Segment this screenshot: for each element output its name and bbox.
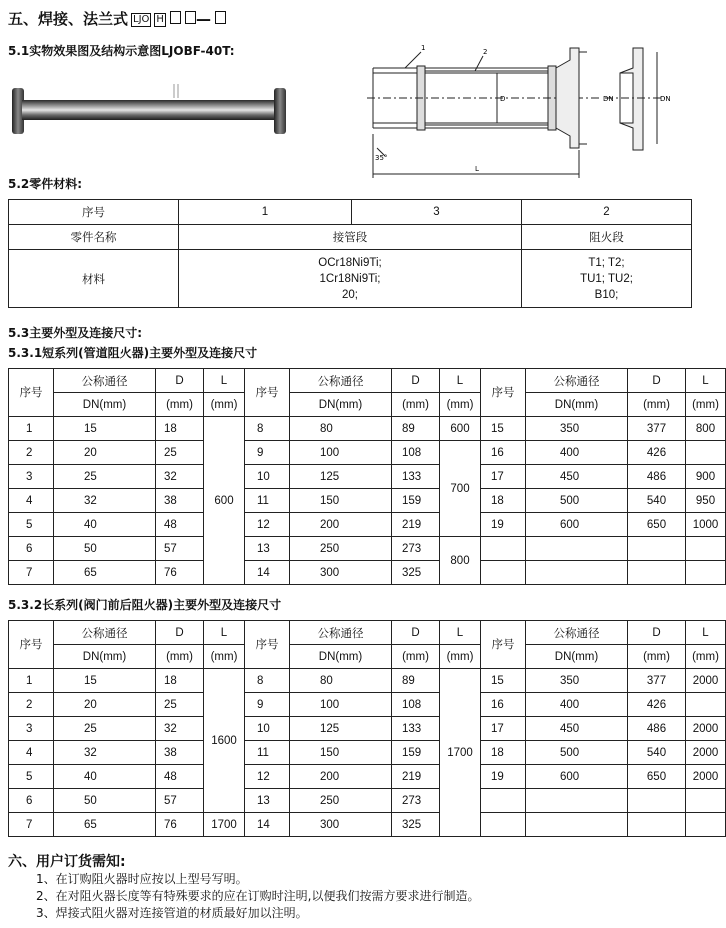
table-row-cell: 25 [156,441,204,465]
table-row-cell: 89 [392,669,440,693]
table-row-cell: 19 [481,765,526,789]
table-row-cell: 10 [245,717,290,741]
hdr-l: L [440,621,481,645]
table-row-cell: 16 [481,441,526,465]
empty-cell [526,561,628,585]
empty-cell [628,561,686,585]
table-row-cell: 159 [392,489,440,513]
table-row-cell: 8 [245,669,290,693]
product-photo [6,74,296,144]
table-row-cell: 15 [481,417,526,441]
table-row-cell: 32 [156,717,204,741]
empty-cell [481,537,526,561]
table-row-cell: 4 [9,741,54,765]
hdr-dn: 公称通径 [54,621,156,645]
note-item: 2、在对阻火器长度等有特殊要求的应在订购时注明,以便我们按需方要求进行制造。 [36,889,480,903]
table-row-cell: 57 [156,789,204,813]
table-row-cell: 2000 [686,741,726,765]
hdr-dn-unit: DN(mm) [290,645,392,669]
table-row-cell: 650 [628,513,686,537]
table-row-cell: 219 [392,765,440,789]
table-row-cell: 6 [9,789,54,813]
hdr-dn: 公称通径 [526,369,628,393]
hdr-d: D [392,369,440,393]
table-row-cell: 25 [54,465,156,489]
table-row-cell: 3 [9,717,54,741]
table-row-cell: 25 [156,693,204,717]
table-row-cell: 7 [9,561,54,585]
table-row-cell: 20 [54,693,156,717]
table-row-cell: 3 [9,465,54,489]
table-row-cell: 100 [290,441,392,465]
hdr-l-unit: (mm) [440,645,481,669]
table-row-cell: 17 [481,465,526,489]
table-row-cell: 18 [156,417,204,441]
hdr-dn-unit: DN(mm) [54,645,156,669]
hdr-dn-unit: DN(mm) [290,393,392,417]
hdr-dn-unit: DN(mm) [526,393,628,417]
model-empty-box [215,11,226,24]
table-row-cell: 325 [392,813,440,837]
table-row-cell: 350 [526,417,628,441]
table-row-cell: 48 [156,765,204,789]
table-row-cell: 80 [290,669,392,693]
hdr-d-unit: (mm) [156,645,204,669]
hdr-dn-unit: DN(mm) [526,645,628,669]
hdr-d: D [156,369,204,393]
table-row-cell: 17 [481,717,526,741]
hdr-l: L [204,369,245,393]
table-row-cell: 600 [440,417,481,441]
table-row-cell: 20 [54,441,156,465]
model-empty-box [170,11,181,24]
table-row-cell: 100 [290,693,392,717]
table-row-cell: 40 [54,513,156,537]
empty-cell [526,789,628,813]
table-row-cell: 108 [392,693,440,717]
table-row-cell: 38 [156,489,204,513]
table-row-cell: 700 [440,441,481,537]
short-series-table [8,368,726,585]
table-row-cell: 5 [9,513,54,537]
hdr-dn: 公称通径 [290,369,392,393]
table-row-cell: 13 [245,789,290,813]
table-row-cell: 426 [628,441,686,465]
table-row-cell: 1700 [440,669,481,837]
cell-seq-3: 3 [352,200,522,225]
order-notes [8,851,479,922]
table-row-cell: 450 [526,465,628,489]
table-row-cell: 900 [686,465,726,489]
empty-cell [526,537,628,561]
table-row-cell: 18 [156,669,204,693]
structure-drawing [365,38,690,180]
note-item: 3、焊接式阻火器对连接管道的材质最好加以注明。 [36,906,308,920]
table-row-cell: 1 [9,669,54,693]
table-row-cell: 50 [54,537,156,561]
table-row-cell: 76 [156,561,204,585]
table-row-cell: 57 [156,537,204,561]
hdr-seq: 序号 [481,369,526,417]
table-row-cell: 76 [156,813,204,837]
note-item: 1、在订购阻火器时应按以上型号写明。 [36,872,248,886]
long-series-title: 5.3.2长系列(阀门前后阻火器)主要外型及连接尺寸 [8,598,282,612]
table-row-cell: 1700 [204,813,245,837]
table-row-cell: 1 [9,417,54,441]
drawing-label-l: L [475,165,479,173]
empty-cell [686,789,726,813]
cell-name-pipe: 接管段 [179,225,522,250]
table-row-cell: 133 [392,717,440,741]
section-5-1-title: 5.1实物效果图及结构示意图LJOBF-40T: [8,44,235,58]
table-row-cell: 377 [628,669,686,693]
hdr-d-unit: (mm) [628,393,686,417]
hdr-dn: 公称通径 [290,621,392,645]
table-row-cell: 40 [54,765,156,789]
table-row-cell: 1600 [204,669,245,813]
table-row-cell: 2 [9,693,54,717]
table-row-cell: 540 [628,489,686,513]
table-row-cell: 300 [290,813,392,837]
table-row-cell: 18 [481,741,526,765]
hdr-d-unit: (mm) [628,645,686,669]
table-row-cell: 10 [245,465,290,489]
table-row-cell: 9 [245,441,290,465]
model-empty-box [185,11,196,24]
table-row-cell [686,441,726,465]
table-row-cell: 800 [686,417,726,441]
empty-cell [481,561,526,585]
empty-cell [526,813,628,837]
hdr-d: D [628,621,686,645]
hdr-dn: 公称通径 [54,369,156,393]
table-row-cell: 89 [392,417,440,441]
section-5-3-title: 5.3主要外型及连接尺寸: [8,326,143,340]
table-row-cell: 600 [526,765,628,789]
table-row-cell: 133 [392,465,440,489]
table-row-cell: 125 [290,465,392,489]
hdr-l-unit: (mm) [686,393,726,417]
table-row-cell [686,693,726,717]
table-row-cell: 600 [526,513,628,537]
hdr-l: L [686,621,726,645]
hdr-dn: 公称通径 [526,621,628,645]
table-row-cell: 600 [204,417,245,585]
table-row-cell: 14 [245,813,290,837]
table-row-cell: 15 [54,669,156,693]
cell-name-label: 零件名称 [9,225,179,250]
table-row-cell: 150 [290,741,392,765]
table-row-cell: 540 [628,741,686,765]
table-row-cell: 5 [9,765,54,789]
table-row-cell: 32 [156,465,204,489]
table-row-cell: 400 [526,693,628,717]
empty-cell [481,813,526,837]
hdr-d: D [628,369,686,393]
hdr-l: L [204,621,245,645]
table-row-cell: 6 [9,537,54,561]
table-row-cell: 14 [245,561,290,585]
table-row-cell: 426 [628,693,686,717]
hdr-l-unit: (mm) [686,645,726,669]
table-row-cell: 400 [526,441,628,465]
table-row-cell: 19 [481,513,526,537]
table-row-cell: 7 [9,813,54,837]
table-row-cell: 150 [290,489,392,513]
table-row-cell: 350 [526,669,628,693]
empty-cell [481,789,526,813]
table-row-cell: 13 [245,537,290,561]
table-row-cell: 38 [156,741,204,765]
hdr-l-unit: (mm) [204,393,245,417]
table-row-cell: 2000 [686,717,726,741]
hdr-d-unit: (mm) [392,393,440,417]
drawing-label-2: 2 [483,48,488,56]
table-row-cell: 377 [628,417,686,441]
table-row-cell: 65 [54,813,156,837]
table-row-cell: 300 [290,561,392,585]
hdr-seq: 序号 [245,369,290,417]
table-row-cell: 250 [290,789,392,813]
drawing-label-d: D [500,95,506,103]
table-row-cell: 500 [526,741,628,765]
model-box-h: H [156,14,164,25]
long-series-table [8,620,726,837]
table-row-cell: 32 [54,489,156,513]
table-row-cell: 8 [245,417,290,441]
cell-seq-label: 序号 [9,200,179,225]
drawing-label-angle: 35° [375,154,388,162]
table-row-cell: 200 [290,765,392,789]
table-row-cell: 11 [245,741,290,765]
hdr-l-unit: (mm) [440,393,481,417]
empty-cell [686,537,726,561]
table-row-cell: 32 [54,741,156,765]
hdr-dn-unit: DN(mm) [54,393,156,417]
empty-cell [628,789,686,813]
table-row-cell: 12 [245,765,290,789]
table-row-cell: 2 [9,441,54,465]
table-row-cell: 2000 [686,669,726,693]
table-row-cell: 159 [392,741,440,765]
short-series-title: 5.3.1短系列(管道阻火器)主要外型及连接尺寸 [8,346,258,360]
cell-mat-label: 材料 [9,250,179,308]
cell-seq-2: 2 [522,200,692,225]
materials-table [8,199,692,308]
hdr-seq: 序号 [9,369,54,417]
drawing-label-1: 1 [421,44,426,52]
hdr-seq: 序号 [245,621,290,669]
table-row-cell: 200 [290,513,392,537]
hdr-d: D [156,621,204,645]
table-row-cell: 273 [392,537,440,561]
table-row-cell: 50 [54,789,156,813]
drawing-label-dn: DN [603,95,614,103]
hdr-seq: 序号 [481,621,526,669]
section-6-title: 六、用户订货需知: [8,854,126,870]
table-row-cell: 12 [245,513,290,537]
table-row-cell: 800 [440,537,481,585]
model-box-ljo: LJO [133,14,150,25]
table-row-cell: 2000 [686,765,726,789]
table-row-cell: 108 [392,441,440,465]
hdr-d: D [392,621,440,645]
table-row-cell: 65 [54,561,156,585]
table-row-cell: 4 [9,489,54,513]
empty-cell [628,813,686,837]
hdr-d-unit: (mm) [156,393,204,417]
cell-mat-flame: T1; T2; TU1; TU2; B10; [522,250,692,308]
table-row-cell: 486 [628,717,686,741]
table-row-cell: 325 [392,561,440,585]
table-row-cell: 1000 [686,513,726,537]
table-row-cell: 80 [290,417,392,441]
cell-name-flame: 阻火段 [522,225,692,250]
empty-cell [686,813,726,837]
table-row-cell: 11 [245,489,290,513]
table-row-cell: 250 [290,537,392,561]
table-row-cell: 650 [628,765,686,789]
table-row-cell: 950 [686,489,726,513]
drawing-label-dn-2: DN [660,95,671,103]
table-row-cell: 18 [481,489,526,513]
hdr-l: L [686,369,726,393]
table-row-cell: 450 [526,717,628,741]
section-5-title: 五、焊接、法兰式 LJO H — [8,8,226,29]
hdr-seq: 序号 [9,621,54,669]
cell-mat-pipe: OCr18Ni9Ti; 1Cr18Ni9Ti; 20; [179,250,522,308]
hdr-l-unit: (mm) [204,645,245,669]
table-row-cell: 25 [54,717,156,741]
section-5-2-title: 5.2零件材料: [8,177,83,191]
empty-cell [686,561,726,585]
table-row-cell: 15 [54,417,156,441]
table-row-cell: 500 [526,489,628,513]
table-row-cell: 15 [481,669,526,693]
cell-seq-1: 1 [179,200,352,225]
hdr-l: L [440,369,481,393]
model-dash: — [195,10,211,28]
table-row-cell: 48 [156,513,204,537]
table-row-cell: 9 [245,693,290,717]
table-row-cell: 125 [290,717,392,741]
table-row-cell: 273 [392,789,440,813]
table-row-cell: 219 [392,513,440,537]
table-row-cell: 16 [481,693,526,717]
table-row-cell: 486 [628,465,686,489]
hdr-d-unit: (mm) [392,645,440,669]
empty-cell [628,537,686,561]
